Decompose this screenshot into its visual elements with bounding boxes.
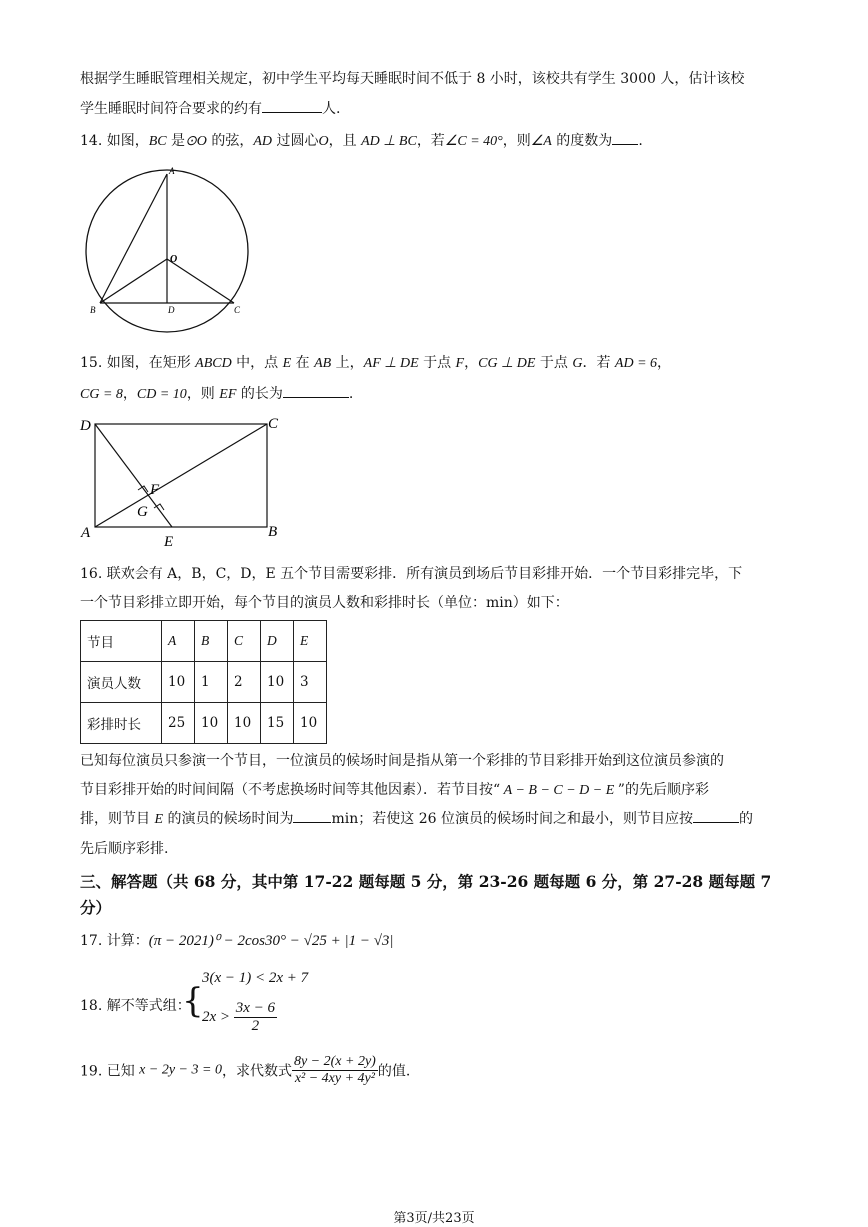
table-header-cell: B — [195, 621, 228, 662]
table-cell: 10 — [228, 703, 261, 744]
q17-expression: (π − 2021)⁰ − 2cos30° − √25 + |1 − √3| — [148, 933, 394, 949]
q14-answer-blank[interactable] — [612, 130, 638, 145]
q13-line1: 根据学生睡眠管理相关规定，初中学生平均每天睡眠时间不低于 8 小时，该校共有学生 3000 人，估计该校 — [80, 71, 745, 87]
table-cell: 1 — [195, 662, 228, 703]
label-d: D — [168, 305, 175, 315]
q17-text: 17. 计算：(π − 2021)⁰ − 2cos30° − √25 + |1 − √3| — [80, 933, 394, 949]
label-a: A — [169, 166, 175, 176]
table-row — [81, 703, 327, 744]
table-cell: 10 — [162, 662, 195, 703]
table-header-cell: 节目 — [81, 621, 162, 662]
label-c: C — [234, 305, 241, 315]
q16-program-table — [80, 620, 327, 744]
q16-answer-blank-2[interactable] — [693, 808, 739, 823]
q13-line2: 学生睡眠时间符合要求的约有 人. — [80, 98, 340, 118]
q15-answer-blank[interactable] — [283, 383, 349, 398]
q16-after3: 排，则节目 E 的演员的候场时间为 min；若使这 26 位演员的候场时间之和最小，则节目应按 的 — [80, 808, 753, 828]
q16-after4: 先后顺序彩排. — [80, 841, 169, 857]
label-f: F — [150, 482, 160, 498]
q16-line1: 16. 联欢会有 A，B，C，D，E 五个节目需要彩排．所有演员到场后节目彩排开始．一个节目彩排完毕，下 — [80, 566, 743, 582]
table-cell: 10 — [261, 662, 294, 703]
label-d: D — [80, 418, 91, 434]
q15-line1: 15. 如图，在矩形 ABCD 中，点 E 在 AB 上，AF ⊥ DE 于点 F，CG ⊥ DE 于点 G．若 AD = 6， — [80, 355, 672, 371]
label-c: C — [268, 416, 279, 432]
line-ob — [100, 259, 167, 303]
label-b: B — [90, 305, 96, 315]
q19-text: 19. 已知 x − 2y − 3 = 0，求代数式 $\frac{8y - 2(x + 2y)}{\text{x² − 4xy + 4y²}}$ 的值. — [80, 1054, 411, 1086]
q15-line2: CG = 8，CD = 10，则 EF 的长为 . — [80, 383, 353, 403]
q16-answer-blank-1[interactable] — [293, 808, 331, 823]
label-a: A — [81, 525, 91, 541]
q13-answer-blank[interactable] — [262, 98, 322, 113]
q18-prefix: 18. 解不等式组： — [80, 998, 191, 1014]
q18-inequality-1: 3(x − 1) < 2x + 7 — [202, 970, 309, 986]
label-b: B — [268, 524, 278, 540]
page-footer: 第3页/共23页 — [393, 1211, 475, 1226]
table-row — [81, 662, 327, 703]
section-title-line1: 三、解答题（共 68 分，其中第 17-22 题每题 5 分，第 23-26 题每题 6 分，第 27-28 题每题 7 — [80, 872, 772, 891]
table-cell: 演员人数 — [81, 662, 162, 703]
table-cell: 10 — [195, 703, 228, 744]
label-e: E — [164, 534, 174, 550]
table-cell: 彩排时长 — [81, 703, 162, 744]
table-row — [81, 621, 327, 662]
table-cell: 15 — [261, 703, 294, 744]
table-cell: 2 — [228, 662, 261, 703]
table-header-cell: D — [261, 621, 294, 662]
section-title-line2: 分） — [80, 898, 112, 917]
q14-text: 14. 如图，BC 是⊙O 的弦，AD 过圆心O，且 AD ⊥ BC，若∠C = 40°，则∠A 的度数为 . — [80, 130, 643, 150]
table-header-cell: C — [228, 621, 261, 662]
line-de — [95, 424, 172, 527]
q14-circle-figure — [80, 162, 255, 344]
table-cell: 3 — [294, 662, 327, 703]
q16-after1: 已知每位演员只参演一个节目，一位演员的候场时间是指从第一个彩排的节目彩排开始到这位演员参演的 — [80, 753, 724, 769]
line-ac — [95, 424, 267, 527]
line-oc — [167, 259, 234, 303]
q15-rectangle-figure — [76, 412, 296, 552]
q16-line2: 一个节目彩排立即开始，每个节目的演员人数和彩排时长（单位：min）如下： — [80, 595, 569, 611]
label-g: G — [137, 504, 148, 520]
table-header-cell: E — [294, 621, 327, 662]
table-cell: 10 — [294, 703, 327, 744]
label-o: O — [170, 254, 178, 265]
table-cell: 25 — [162, 703, 195, 744]
q16-after2: 节目彩排开始的时间间隔（不考虑换场时间等其他因素）．若节目按“ A − B − C − D − E ”的先后顺序彩 — [80, 782, 709, 798]
table-header-cell: A — [162, 621, 195, 662]
brace-icon: { — [182, 981, 204, 1021]
q18-inequality-2: 2x > $\frac{3x - 6}{2}$ — [202, 1000, 276, 1034]
